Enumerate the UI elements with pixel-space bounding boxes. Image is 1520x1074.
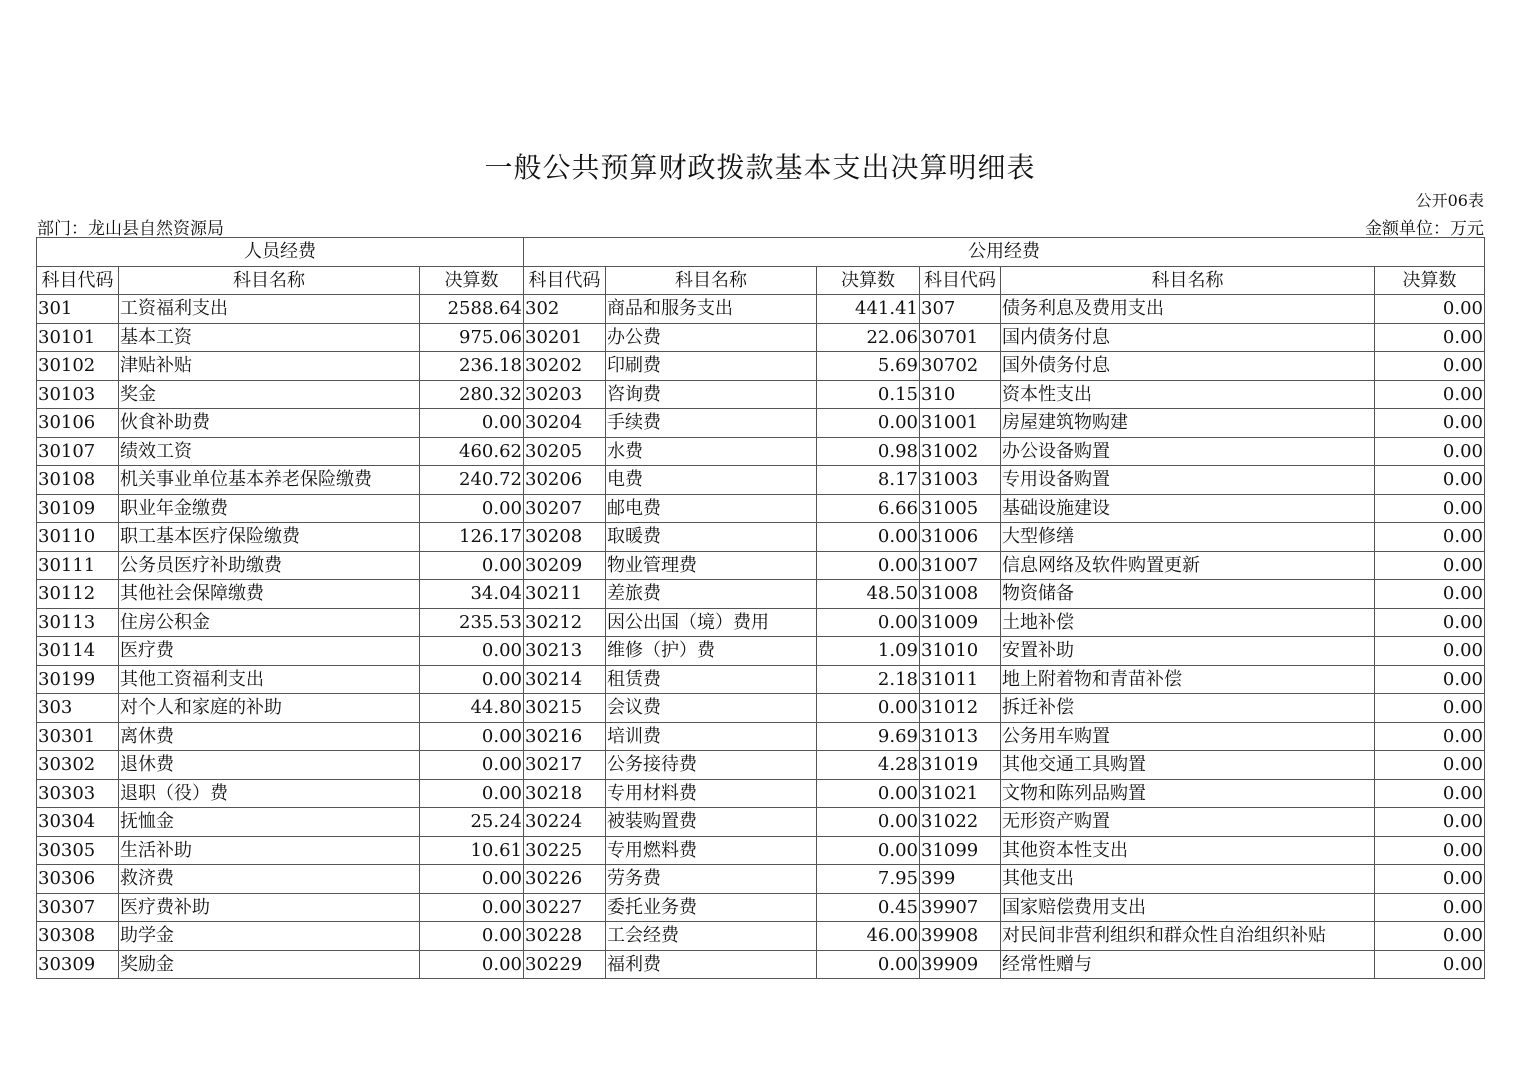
code-cell: 30107 [37,437,119,466]
header-name: 科目名称 [1001,266,1375,295]
amount-cell: 0.00 [1375,722,1485,751]
code-cell: 301 [37,295,119,324]
amount-cell: 25.24 [420,808,524,837]
name-cell: 奖金 [119,380,420,409]
header-name: 科目名称 [119,266,420,295]
code-cell: 30213 [524,637,606,666]
code-cell: 30206 [524,466,606,495]
amount-cell: 0.00 [420,893,524,922]
name-cell: 安置补助 [1001,637,1375,666]
code-cell: 30102 [37,352,119,381]
amount-cell: 0.00 [1375,637,1485,666]
code-cell: 30216 [524,722,606,751]
table-row [37,437,1485,466]
name-cell: 救济费 [119,865,420,894]
header-code: 科目代码 [920,266,1001,295]
name-cell: 房屋建筑物购建 [1001,409,1375,438]
code-cell: 30305 [37,836,119,865]
amount-cell: 280.32 [420,380,524,409]
amount-cell: 0.00 [1375,751,1485,780]
code-cell: 30215 [524,694,606,723]
name-cell: 物业管理费 [606,551,817,580]
amount-cell: 0.00 [817,409,920,438]
name-cell: 电费 [606,466,817,495]
amount-cell: 0.00 [1375,551,1485,580]
code-cell: 31003 [920,466,1001,495]
header-amount: 决算数 [420,266,524,295]
name-cell: 国外债务付息 [1001,352,1375,381]
table-row [37,380,1485,409]
amount-cell: 2588.64 [420,295,524,324]
amount-cell: 0.00 [420,950,524,979]
code-cell: 31002 [920,437,1001,466]
name-cell: 公务员医疗补助缴费 [119,551,420,580]
table-row [37,295,1485,324]
name-cell: 被装购置费 [606,808,817,837]
name-cell: 奖励金 [119,950,420,979]
name-cell: 国家赔偿费用支出 [1001,893,1375,922]
code-cell: 30228 [524,922,606,951]
name-cell: 专用燃料费 [606,836,817,865]
name-cell: 水费 [606,437,817,466]
amount-cell: 0.00 [817,950,920,979]
amount-cell: 235.53 [420,608,524,637]
code-cell: 31005 [920,494,1001,523]
table-row [37,808,1485,837]
column-header-row [37,266,1485,295]
amount-cell: 1.09 [817,637,920,666]
table-row [37,494,1485,523]
name-cell: 公务用车购置 [1001,722,1375,751]
amount-cell: 0.00 [1375,694,1485,723]
code-cell: 30226 [524,865,606,894]
name-cell: 差旅费 [606,580,817,609]
name-cell: 其他交通工具购置 [1001,751,1375,780]
table-row [37,323,1485,352]
table-row [37,722,1485,751]
header-amount: 决算数 [817,266,920,295]
table-row [37,893,1485,922]
code-cell: 30108 [37,466,119,495]
code-cell: 30224 [524,808,606,837]
amount-cell: 236.18 [420,352,524,381]
code-cell: 31022 [920,808,1001,837]
amount-cell: 34.04 [420,580,524,609]
code-cell: 30217 [524,751,606,780]
code-cell: 39909 [920,950,1001,979]
table-row [37,523,1485,552]
name-cell: 其他社会保障缴费 [119,580,420,609]
name-cell: 医疗费补助 [119,893,420,922]
name-cell: 其他工资福利支出 [119,665,420,694]
code-cell: 39907 [920,893,1001,922]
amount-cell: 2.18 [817,665,920,694]
name-cell: 物资储备 [1001,580,1375,609]
amount-cell: 0.00 [420,865,524,894]
name-cell: 退职（役）费 [119,779,420,808]
amount-cell: 46.00 [817,922,920,951]
code-cell: 30218 [524,779,606,808]
code-cell: 30214 [524,665,606,694]
name-cell: 机关事业单位基本养老保险缴费 [119,466,420,495]
amount-cell: 8.17 [817,466,920,495]
name-cell: 住房公积金 [119,608,420,637]
amount-cell: 44.80 [420,694,524,723]
code-cell: 31007 [920,551,1001,580]
amount-cell: 0.00 [420,637,524,666]
table-row [37,665,1485,694]
amount-cell: 4.28 [817,751,920,780]
amount-unit-label: 金额单位：万元 [1365,219,1484,239]
code-cell: 30303 [37,779,119,808]
code-cell: 30203 [524,380,606,409]
name-cell: 取暖费 [606,523,817,552]
amount-cell: 240.72 [420,466,524,495]
amount-cell: 0.00 [1375,580,1485,609]
name-cell: 拆迁补偿 [1001,694,1375,723]
name-cell: 文物和陈列品购置 [1001,779,1375,808]
name-cell: 专用材料费 [606,779,817,808]
header-name: 科目名称 [606,266,817,295]
name-cell: 离休费 [119,722,420,751]
table-body [37,238,1485,979]
amount-cell: 0.00 [1375,295,1485,324]
name-cell: 其他支出 [1001,865,1375,894]
code-cell: 31010 [920,637,1001,666]
code-cell: 307 [920,295,1001,324]
amount-cell: 0.00 [1375,323,1485,352]
name-cell: 委托业务费 [606,893,817,922]
code-cell: 30111 [37,551,119,580]
expenditure-table [36,237,1485,979]
code-cell: 30302 [37,751,119,780]
name-cell: 工资福利支出 [119,295,420,324]
table-row [37,779,1485,808]
name-cell: 维修（护）费 [606,637,817,666]
table-row [37,409,1485,438]
table-row [37,751,1485,780]
amount-cell: 6.66 [817,494,920,523]
code-cell: 30202 [524,352,606,381]
table-row [37,637,1485,666]
amount-cell: 10.61 [420,836,524,865]
amount-cell: 7.95 [817,865,920,894]
name-cell: 国内债务付息 [1001,323,1375,352]
form-number: 公开06表 [1415,191,1484,210]
group-header-public: 公用经费 [524,238,1485,267]
name-cell: 津贴补贴 [119,352,420,381]
name-cell: 劳务费 [606,865,817,894]
amount-cell: 0.00 [1375,608,1485,637]
amount-cell: 0.00 [1375,865,1485,894]
name-cell: 福利费 [606,950,817,979]
name-cell: 医疗费 [119,637,420,666]
code-cell: 30304 [37,808,119,837]
amount-cell: 0.00 [420,409,524,438]
amount-cell: 0.00 [817,523,920,552]
code-cell: 30208 [524,523,606,552]
code-cell: 30106 [37,409,119,438]
code-cell: 310 [920,380,1001,409]
amount-cell: 0.00 [1375,779,1485,808]
code-cell: 31011 [920,665,1001,694]
amount-cell: 0.00 [1375,922,1485,951]
table-row [37,865,1485,894]
group-header-row [37,238,1485,267]
code-cell: 30309 [37,950,119,979]
name-cell: 因公出国（境）费用 [606,608,817,637]
name-cell: 职业年金缴费 [119,494,420,523]
code-cell: 30301 [37,722,119,751]
name-cell: 办公设备购置 [1001,437,1375,466]
amount-cell: 0.00 [420,922,524,951]
amount-cell: 0.00 [1375,523,1485,552]
code-cell: 30227 [524,893,606,922]
name-cell: 其他资本性支出 [1001,836,1375,865]
table-row [37,922,1485,951]
amount-cell: 0.00 [420,779,524,808]
code-cell: 30109 [37,494,119,523]
name-cell: 印刷费 [606,352,817,381]
code-cell: 31009 [920,608,1001,637]
name-cell: 债务利息及费用支出 [1001,295,1375,324]
name-cell: 专用设备购置 [1001,466,1375,495]
table-row [37,580,1485,609]
code-cell: 30101 [37,323,119,352]
name-cell: 抚恤金 [119,808,420,837]
table-row [37,551,1485,580]
code-cell: 31099 [920,836,1001,865]
table-row [37,950,1485,979]
table-row [37,694,1485,723]
code-cell: 39908 [920,922,1001,951]
table-row [37,836,1485,865]
name-cell: 基础设施建设 [1001,494,1375,523]
name-cell: 无形资产购置 [1001,808,1375,837]
name-cell: 退休费 [119,751,420,780]
code-cell: 303 [37,694,119,723]
name-cell: 办公费 [606,323,817,352]
code-cell: 30209 [524,551,606,580]
code-cell: 30306 [37,865,119,894]
amount-cell: 0.00 [420,722,524,751]
code-cell: 302 [524,295,606,324]
code-cell: 30229 [524,950,606,979]
header-code: 科目代码 [524,266,606,295]
code-cell: 30701 [920,323,1001,352]
department-label: 部门：龙山县自然资源局 [37,219,224,239]
name-cell: 工会经费 [606,922,817,951]
code-cell: 31001 [920,409,1001,438]
amount-cell: 0.00 [1375,437,1485,466]
name-cell: 基本工资 [119,323,420,352]
amount-cell: 22.06 [817,323,920,352]
amount-cell: 0.00 [817,808,920,837]
name-cell: 会议费 [606,694,817,723]
amount-cell: 0.00 [817,608,920,637]
amount-cell: 0.00 [817,779,920,808]
amount-cell: 0.00 [1375,352,1485,381]
amount-cell: 0.00 [1375,409,1485,438]
amount-cell: 441.41 [817,295,920,324]
code-cell: 31006 [920,523,1001,552]
code-cell: 30201 [524,323,606,352]
name-cell: 资本性支出 [1001,380,1375,409]
amount-cell: 5.69 [817,352,920,381]
code-cell: 30702 [920,352,1001,381]
name-cell: 地上附着物和青苗补偿 [1001,665,1375,694]
name-cell: 经常性赠与 [1001,950,1375,979]
table-row [37,608,1485,637]
code-cell: 30207 [524,494,606,523]
name-cell: 邮电费 [606,494,817,523]
code-cell: 30205 [524,437,606,466]
amount-cell: 0.00 [1375,893,1485,922]
amount-cell: 0.00 [1375,836,1485,865]
amount-cell: 0.98 [817,437,920,466]
name-cell: 职工基本医疗保险缴费 [119,523,420,552]
name-cell: 信息网络及软件购置更新 [1001,551,1375,580]
code-cell: 30112 [37,580,119,609]
amount-cell: 0.00 [817,694,920,723]
amount-cell: 460.62 [420,437,524,466]
amount-cell: 0.00 [420,751,524,780]
name-cell: 租赁费 [606,665,817,694]
amount-cell: 0.00 [420,551,524,580]
code-cell: 31013 [920,722,1001,751]
amount-cell: 9.69 [817,722,920,751]
code-cell: 31021 [920,779,1001,808]
table-row [37,352,1485,381]
code-cell: 31012 [920,694,1001,723]
name-cell: 对个人和家庭的补助 [119,694,420,723]
amount-cell: 0.15 [817,380,920,409]
code-cell: 30212 [524,608,606,637]
amount-cell: 0.00 [817,551,920,580]
name-cell: 土地补偿 [1001,608,1375,637]
code-cell: 30308 [37,922,119,951]
name-cell: 对民间非营利组织和群众性自治组织补贴 [1001,922,1375,951]
amount-cell: 0.00 [1375,808,1485,837]
code-cell: 30225 [524,836,606,865]
code-cell: 30110 [37,523,119,552]
name-cell: 生活补助 [119,836,420,865]
name-cell: 商品和服务支出 [606,295,817,324]
amount-cell: 0.00 [420,665,524,694]
name-cell: 培训费 [606,722,817,751]
code-cell: 30211 [524,580,606,609]
amount-cell: 0.00 [1375,466,1485,495]
table-row [37,466,1485,495]
header-amount: 决算数 [1375,266,1485,295]
name-cell: 公务接待费 [606,751,817,780]
code-cell: 31019 [920,751,1001,780]
amount-cell: 0.00 [1375,494,1485,523]
amount-cell: 0.00 [817,836,920,865]
amount-cell: 0.45 [817,893,920,922]
name-cell: 助学金 [119,922,420,951]
page-title: 一般公共预算财政拨款基本支出决算明细表 [484,151,1036,184]
amount-cell: 126.17 [420,523,524,552]
name-cell: 绩效工资 [119,437,420,466]
code-cell: 30307 [37,893,119,922]
code-cell: 30113 [37,608,119,637]
code-cell: 30114 [37,637,119,666]
code-cell: 30204 [524,409,606,438]
amount-cell: 48.50 [817,580,920,609]
group-header-personnel: 人员经费 [37,238,524,267]
header-code: 科目代码 [37,266,119,295]
code-cell: 30103 [37,380,119,409]
name-cell: 大型修缮 [1001,523,1375,552]
name-cell: 咨询费 [606,380,817,409]
code-cell: 399 [920,865,1001,894]
amount-cell: 0.00 [1375,950,1485,979]
code-cell: 30199 [37,665,119,694]
amount-cell: 0.00 [1375,380,1485,409]
amount-cell: 0.00 [1375,665,1485,694]
name-cell: 手续费 [606,409,817,438]
amount-cell: 975.06 [420,323,524,352]
name-cell: 伙食补助费 [119,409,420,438]
amount-cell: 0.00 [420,494,524,523]
code-cell: 31008 [920,580,1001,609]
